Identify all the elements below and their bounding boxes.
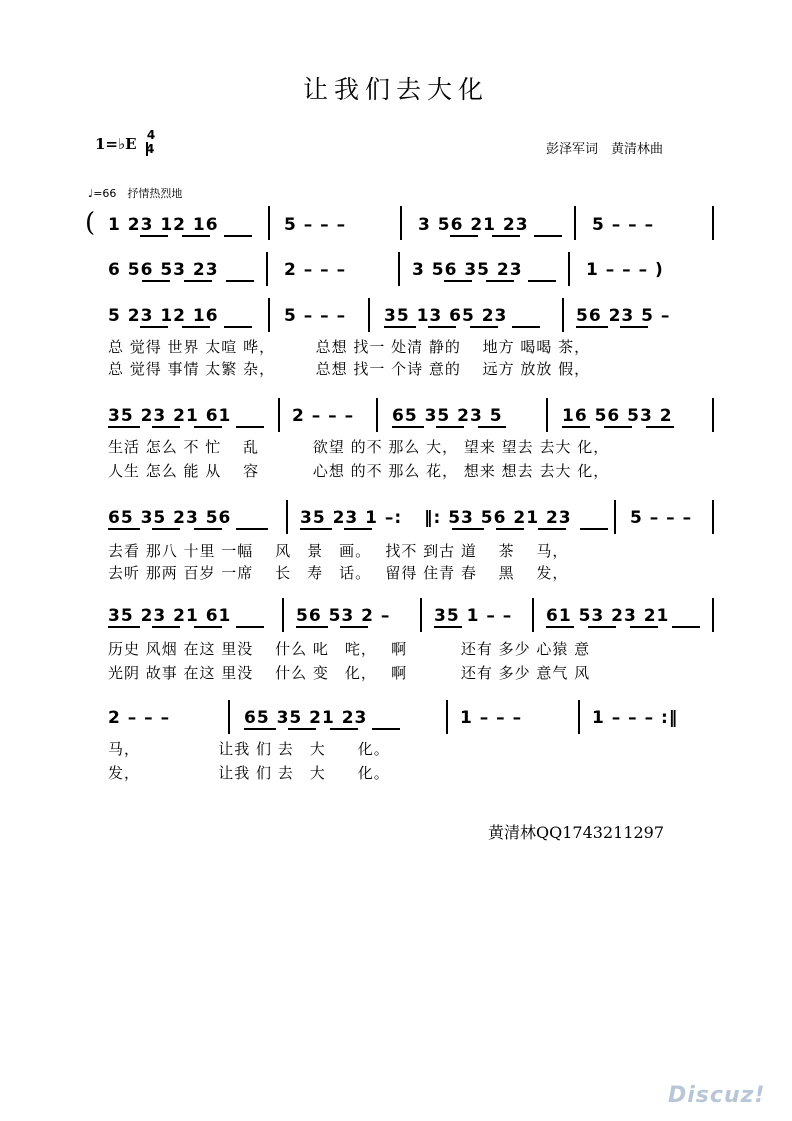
beam xyxy=(108,626,140,628)
measure: 3 56 35 23 xyxy=(412,260,523,280)
beam xyxy=(182,326,210,328)
measure: 65 35 23 56 xyxy=(108,508,232,528)
measure: 2 – – – xyxy=(284,260,347,280)
measure: 2 – – – xyxy=(108,708,171,728)
watermark-logo: Discuz! xyxy=(668,1083,766,1108)
barline xyxy=(614,500,616,534)
beam xyxy=(296,626,328,628)
beam xyxy=(330,728,358,730)
beam xyxy=(344,528,372,530)
lyric-line: 总 觉得 事情 太繁 杂， 总想 找一 个诗 意的 远方 放放 假， xyxy=(108,360,591,378)
barline xyxy=(228,700,230,734)
beam xyxy=(372,728,400,730)
measure: 5 23 12 16 xyxy=(108,306,219,326)
beam xyxy=(604,426,632,428)
beam xyxy=(434,626,462,628)
measure: 61 53 23 21 xyxy=(546,606,670,626)
beam xyxy=(534,235,562,237)
barline xyxy=(712,398,714,432)
barline xyxy=(446,700,448,734)
beam xyxy=(152,426,180,428)
measure: 65 35 21 23 xyxy=(244,708,368,728)
beam xyxy=(140,326,168,328)
beam xyxy=(384,326,416,328)
measure: 3 56 21 23 xyxy=(418,215,529,235)
measure: 2 – – – xyxy=(292,406,355,426)
beam xyxy=(492,235,520,237)
barline xyxy=(278,398,280,432)
beam xyxy=(194,528,222,530)
barline xyxy=(712,598,714,632)
measure: 5 – – – xyxy=(284,215,347,235)
beam xyxy=(538,528,566,530)
barline xyxy=(400,206,402,240)
beam xyxy=(546,626,574,628)
beam xyxy=(620,326,648,328)
beam xyxy=(470,326,498,328)
beam xyxy=(588,626,616,628)
barline xyxy=(568,252,570,286)
repeat-paren: ( xyxy=(85,208,96,238)
measure: 16 56 53 2 xyxy=(562,406,673,426)
beam xyxy=(236,528,268,530)
beam xyxy=(452,528,484,530)
measure: 56 23 5 – xyxy=(576,306,671,326)
barline xyxy=(712,500,714,534)
measure: 5 – – – xyxy=(592,215,655,235)
beam xyxy=(672,626,700,628)
tempo-marking: ♩=66 抒情热烈地 xyxy=(88,187,183,200)
beam xyxy=(244,728,276,730)
beam xyxy=(392,426,424,428)
barline xyxy=(282,598,284,632)
measure: 65 35 23 5 xyxy=(392,406,503,426)
measure: 5 – – – xyxy=(630,508,693,528)
measure: 35 23 21 61 xyxy=(108,606,232,626)
lyric-line: 总 觉得 世界 太喧 哗， 总想 找一 处清 静的 地方 喝喝 茶， xyxy=(108,338,591,356)
beam xyxy=(528,280,556,282)
beam xyxy=(300,528,332,530)
beam xyxy=(184,280,212,282)
beam xyxy=(576,326,608,328)
beam xyxy=(512,326,540,328)
barline xyxy=(368,298,370,332)
barline xyxy=(578,700,580,734)
lyric-line: 人生 怎么 能 从 容 心想 的不 那么 花， 想来 想去 去大 化， xyxy=(108,462,610,480)
beam xyxy=(140,235,168,237)
measure: 5 – – – xyxy=(284,306,347,326)
measure: 1 23 12 16 xyxy=(108,215,219,235)
beam xyxy=(340,626,368,628)
beam xyxy=(580,528,608,530)
beam xyxy=(646,426,674,428)
beam xyxy=(436,426,464,428)
key-signature: 1=♭E xyxy=(95,135,137,153)
lyric-line: 去看 那八 十里 一幅 风 景 画。 找不 到古 道 茶 马， xyxy=(108,542,569,560)
barline xyxy=(376,398,378,432)
barline xyxy=(266,252,268,286)
lyric-line: 光阴 故事 在这 里没 什么 变 化， 啊 还有 多少 意气 风 xyxy=(108,664,591,682)
time-signature xyxy=(146,128,156,156)
beam xyxy=(226,280,254,282)
credits: 彭泽军词 黄清林曲 xyxy=(546,142,664,157)
time-signature-top: 4 xyxy=(146,128,156,142)
measure: 1 – – – :‖ xyxy=(592,708,679,728)
lyric-line: 去听 那两 百岁 一席 长 寿 话。 留得 住青 春 黑 发， xyxy=(108,564,569,582)
measure: 35 23 21 61 xyxy=(108,406,232,426)
beam xyxy=(428,326,456,328)
barline xyxy=(574,206,576,240)
barline xyxy=(562,298,564,332)
measure: 6 56 53 23 xyxy=(108,260,219,280)
beam xyxy=(478,426,506,428)
beam xyxy=(444,280,472,282)
beam xyxy=(142,280,170,282)
beam xyxy=(224,326,252,328)
measure: 35 1 – – xyxy=(434,606,513,626)
measure: 1 – – – xyxy=(460,708,523,728)
barline xyxy=(398,252,400,286)
barline xyxy=(532,598,534,632)
beam xyxy=(194,426,222,428)
barline xyxy=(268,206,270,240)
beam xyxy=(486,280,514,282)
measure: 35 23 1 –: xyxy=(300,508,403,528)
beam xyxy=(108,426,140,428)
barline xyxy=(420,598,422,632)
measure: ‖: 53 56 21 23 xyxy=(424,508,572,528)
beam xyxy=(108,528,140,530)
beam xyxy=(450,235,478,237)
beam xyxy=(194,626,222,628)
lyric-line: 历史 风烟 在这 里没 什么 叱 咤， 啊 还有 多少 心猿 意 xyxy=(108,640,591,658)
time-signature-bottom: 4 xyxy=(146,142,155,156)
measure: 1 – – – ) xyxy=(586,260,664,280)
barline xyxy=(268,298,270,332)
beam xyxy=(152,626,180,628)
beam xyxy=(236,426,264,428)
barline xyxy=(286,500,288,534)
lyric-line: 马， 让我 们 去 大 化。 xyxy=(108,740,390,758)
measure: 35 13 65 23 xyxy=(384,306,508,326)
beam xyxy=(630,626,658,628)
beam xyxy=(288,728,316,730)
barline xyxy=(546,398,548,432)
barline xyxy=(712,206,714,240)
beam xyxy=(562,426,590,428)
author-contact: 黄清林QQ1743211297 xyxy=(488,823,665,842)
beam xyxy=(224,235,252,237)
song-title: 让我们去大化 xyxy=(302,75,489,104)
beam xyxy=(152,528,180,530)
beam xyxy=(182,235,210,237)
beam xyxy=(496,528,524,530)
lyric-line: 生活 怎么 不 忙 乱 欲望 的不 那么 大， 望来 望去 去大 化， xyxy=(108,438,610,456)
beam xyxy=(236,626,264,628)
lyric-line: 发， 让我 们 去 大 化。 xyxy=(108,764,390,782)
measure: 56 53 2 – xyxy=(296,606,391,626)
